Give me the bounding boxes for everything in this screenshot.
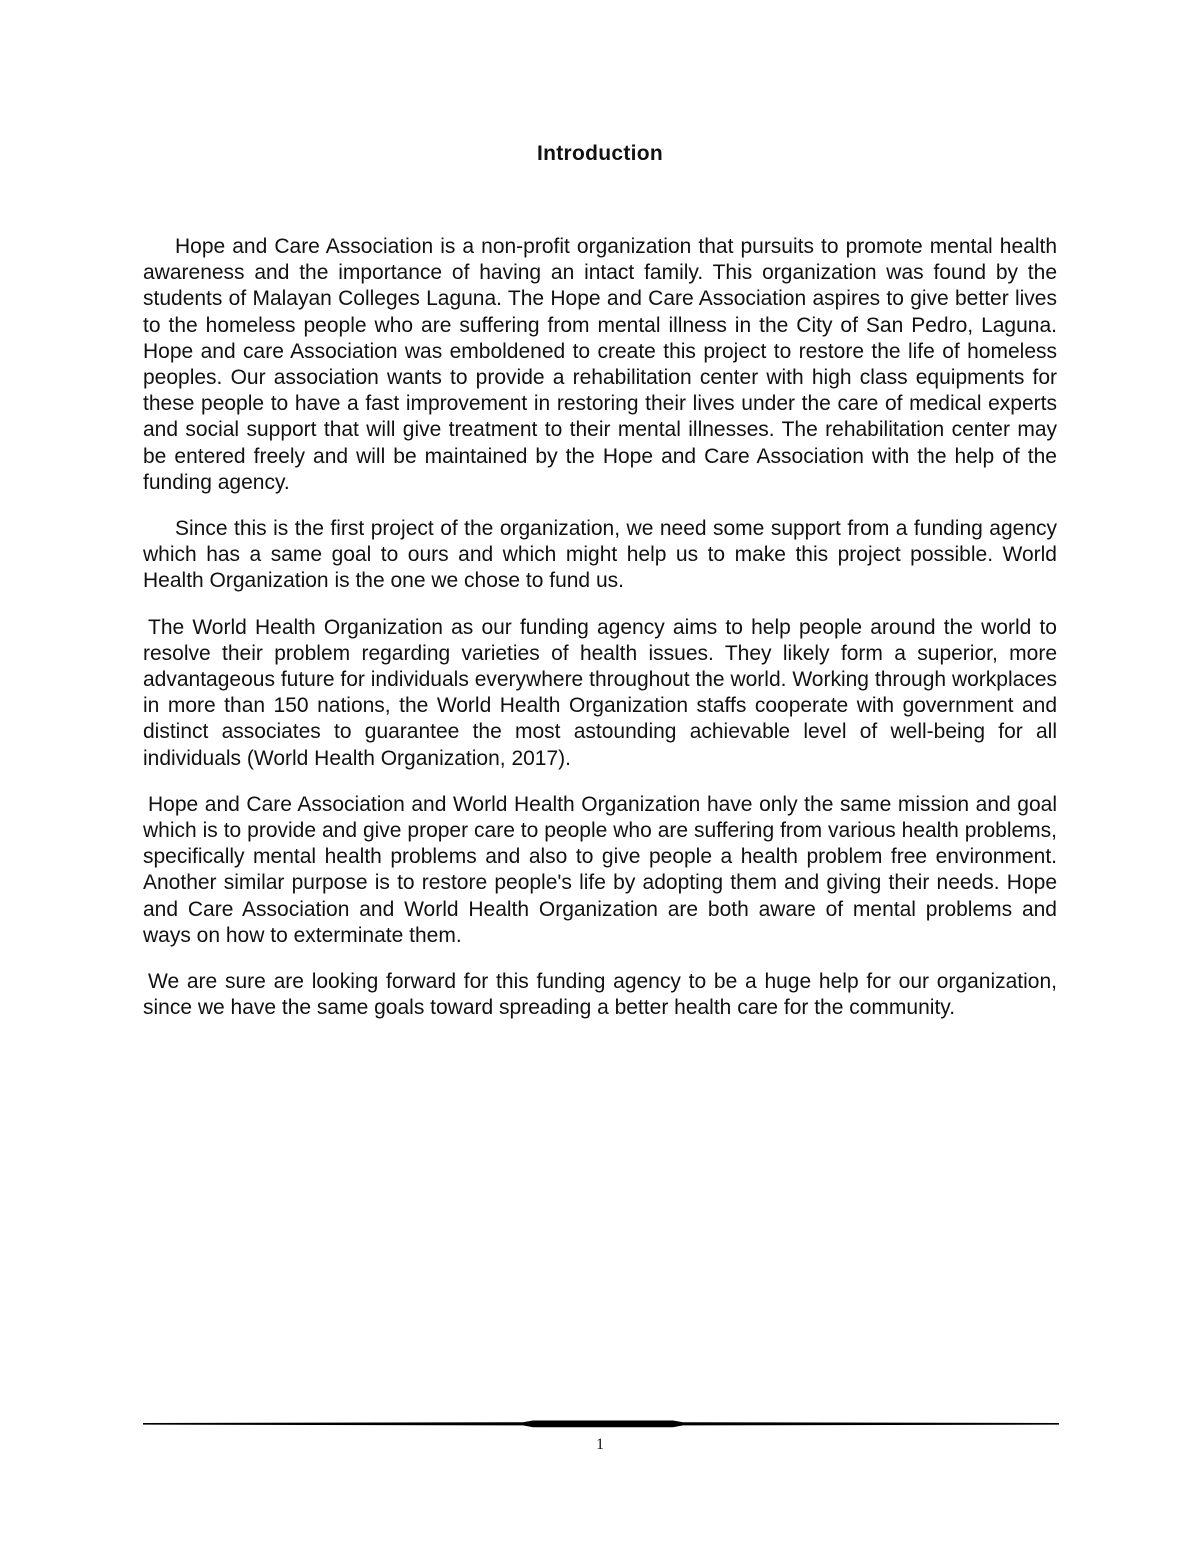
paragraph-4: Hope and Care Association and World Health Organization have only the same mission and goal which is to provide and give proper care to people who are suffering from various health problems, specifically mental health problems and also to give people a health problem free environment. Another similar purpose is to restore people's life by adopting them and giving their needs. Hope and Care Association and World Health Organization are both aware of mental problems and ways on how to exterminate them. [143,792,1057,947]
page-title: Introduction [536,142,664,165]
paragraph-2: Since this is the first project of the organization, we need some support from a funding agency which has a same goal to ours and which might help us to make this project possible. World Health Organization is the one we chose to fund us. [143,517,1057,593]
paragraph-5: We are sure are looking forward for this funding agency to be a huge help for our organization, since we have the same goals toward spreading a better health care for the community. [143,970,1057,1020]
page-number: 1 [596,1436,604,1453]
paragraph-1: Hope and Care Association is a non-profit organization that pursuits to promote mental health awareness and the importance of having an intact family. This organization was found by the students of Malayan Colleges Laguna. The Hope and Care Association aspires to give better lives to the homeless people who are suffering from mental illness in the City of San Pedro, Laguna. Hope and care Association was emboldened to create this project to restore the life of homeless peoples. Our association wants to provide a rehabilitation center with high class equipments for these people to have a fast improvement in restoring their lives under the care of medical experts and social support that will give treatment to their mental illnesses. The rehabilitation center may be entered freely and will be maintained by the Hope and Care Association with the help of the funding agency. [143,235,1057,494]
body-text [143,234,1057,1041]
footer-divider [143,1418,1059,1430]
paragraph-3: The World Health Organization as our funding agency aims to help people around the world to resolve their problem regarding varieties of health issues. They likely form a superior, more advantageous future for individuals everywhere throughout the world. Working through workplaces in more than 150 nations, the World Health Organization staffs cooperate with government and distinct associates to guarantee the most astounding achievable level of well-being for all individuals (World Health Organization, 2017). [143,615,1057,770]
